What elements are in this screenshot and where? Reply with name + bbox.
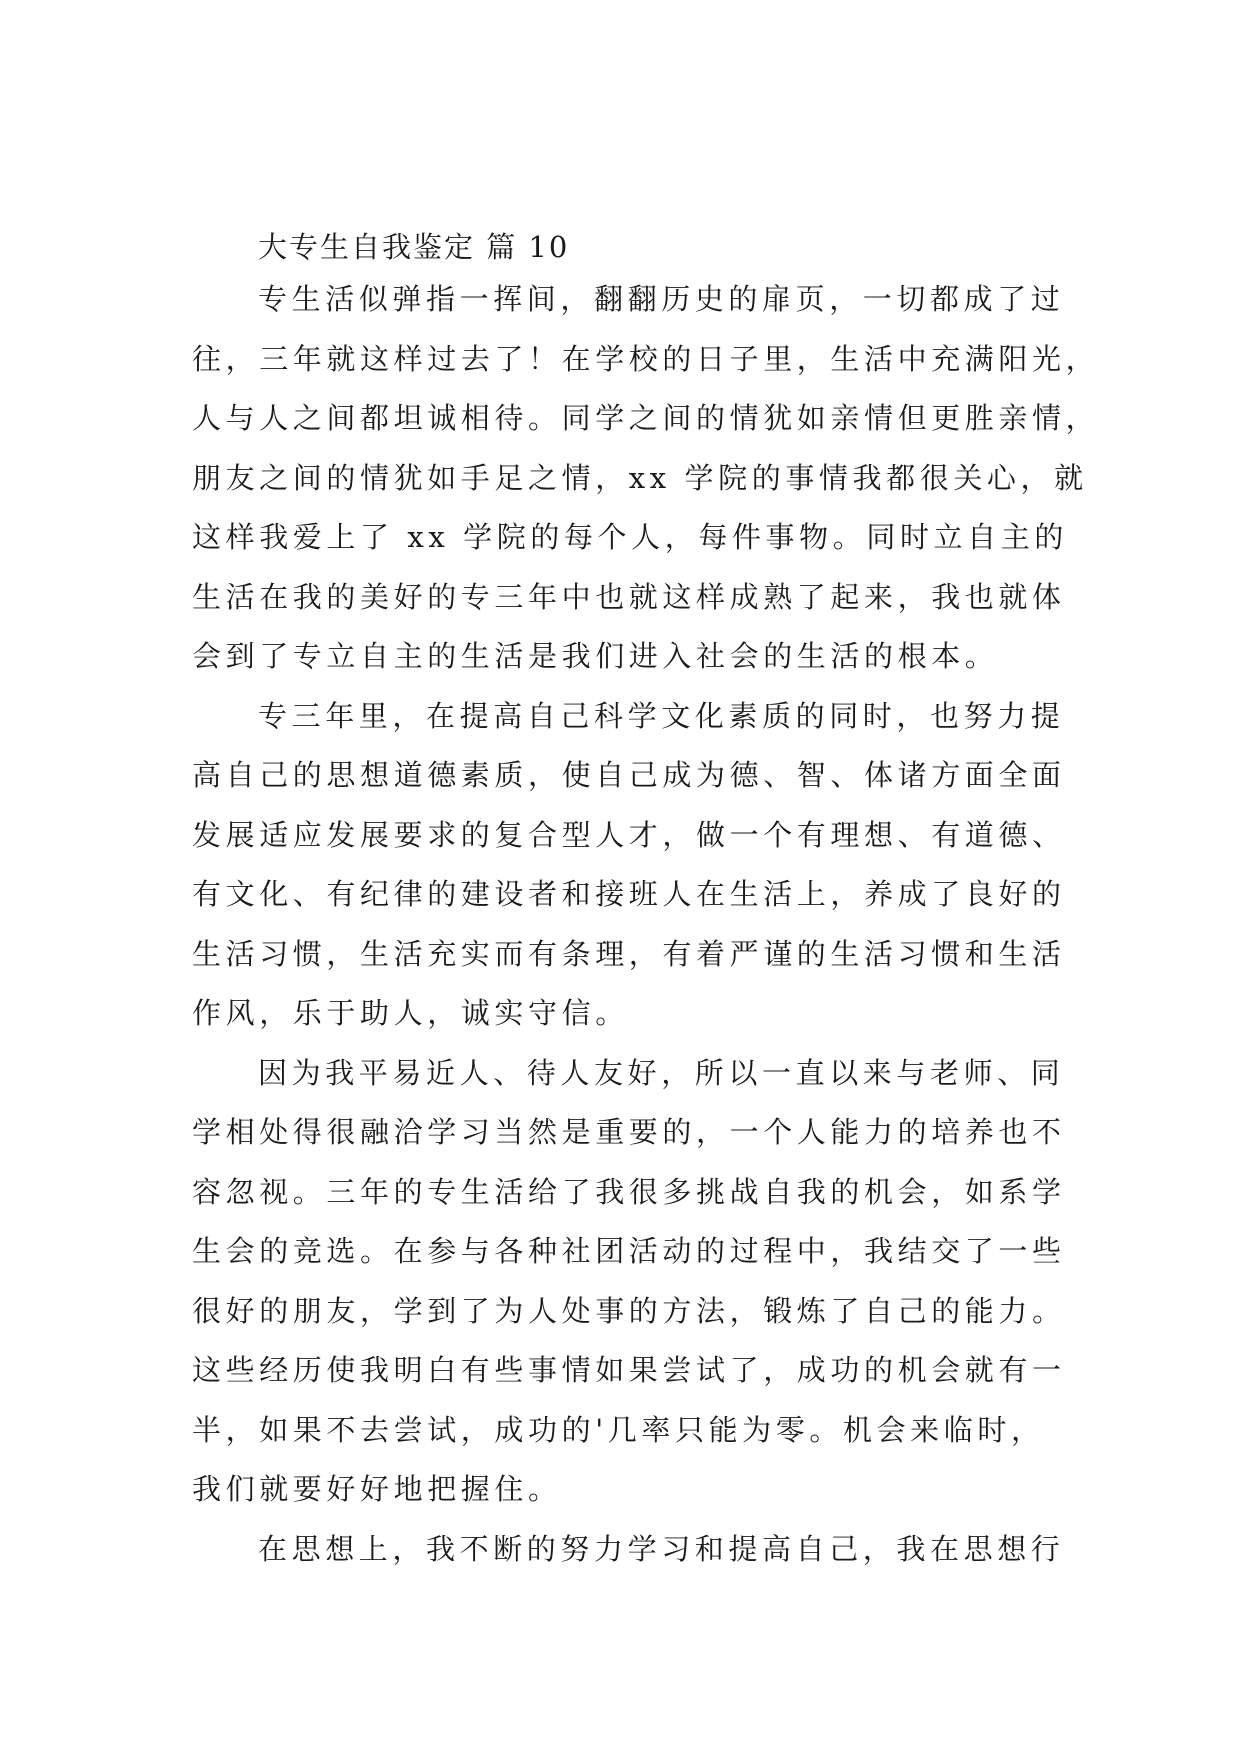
text-line: 发展适应发展要求的复合型人才，做一个有理想、有道德、: [192, 817, 1066, 852]
text-line: 专生活似弹指一挥间，翻翻历史的扉页，一切都成了过: [258, 282, 1065, 316]
text-line: 有文化、有纪律的建设者和接班人在生活上，养成了良好的: [192, 877, 1066, 911]
text-line: 在思想上，我不断的努力学习和提高自己，我在思想行: [258, 1531, 1065, 1566]
text-line: 人与人之间都坦诚相待。同学之间的情犹如亲情但更胜亲情，: [192, 401, 1100, 435]
text-line: 我们就要好好地把握住。: [192, 1472, 562, 1506]
text-line: 容忽视。三年的专生活给了我很多挑战自我的机会，如系学: [192, 1174, 1066, 1209]
text-line: 因为我平易近人、待人友好，所以一直以来与老师、同: [258, 1055, 1065, 1090]
document-body: [192, 270, 1100, 1579]
text-line: 这些经历使我明白有些事情如果尝试了，成功的机会就有一: [192, 1353, 1066, 1387]
text-line: 很好的朋友，学到了为人处事的方法，锻炼了自己的能力。: [192, 1293, 1066, 1328]
text-line: 生会的竞选。在参与各种社团活动的过程中，我结交了一些: [192, 1234, 1066, 1268]
text-line: 朋友之间的情犹如手足之情，xx 学院的事情我都很关心，就: [192, 460, 1088, 495]
text-line: 学相处得很融洽学习当然是重要的，一个人能力的培养也不: [192, 1115, 1066, 1149]
text-line: 往，三年就这样过去了！在学校的日子里，生活中充满阳光，: [192, 341, 1100, 376]
text-line: 高自己的思想道德素质，使自己成为德、智、体诸方面全面: [192, 758, 1066, 792]
text-line: 作风，乐于助人，诚实守信。: [192, 996, 629, 1030]
text-line: 生活在我的美好的专三年中也就这样成熟了起来，我也就体: [192, 579, 1066, 614]
text-line: 专三年里，在提高自己科学文化素质的同时，也努力提: [258, 698, 1065, 733]
text-line: 这样我爱上了 xx 学院的每个人，每件事物。同时立自主的: [192, 520, 1068, 554]
document-title: 大专生自我鉴定 篇 10: [258, 230, 570, 264]
text-line: 会到了专立自主的生活是我们进入社会的生活的根本。: [192, 639, 999, 673]
text-line: 半，如果不去尝试，成功的'几率只能为零。机会来临时，: [192, 1412, 1045, 1447]
text-line: 生活习惯，生活充实而有条理，有着严谨的生活习惯和生活: [192, 936, 1066, 971]
